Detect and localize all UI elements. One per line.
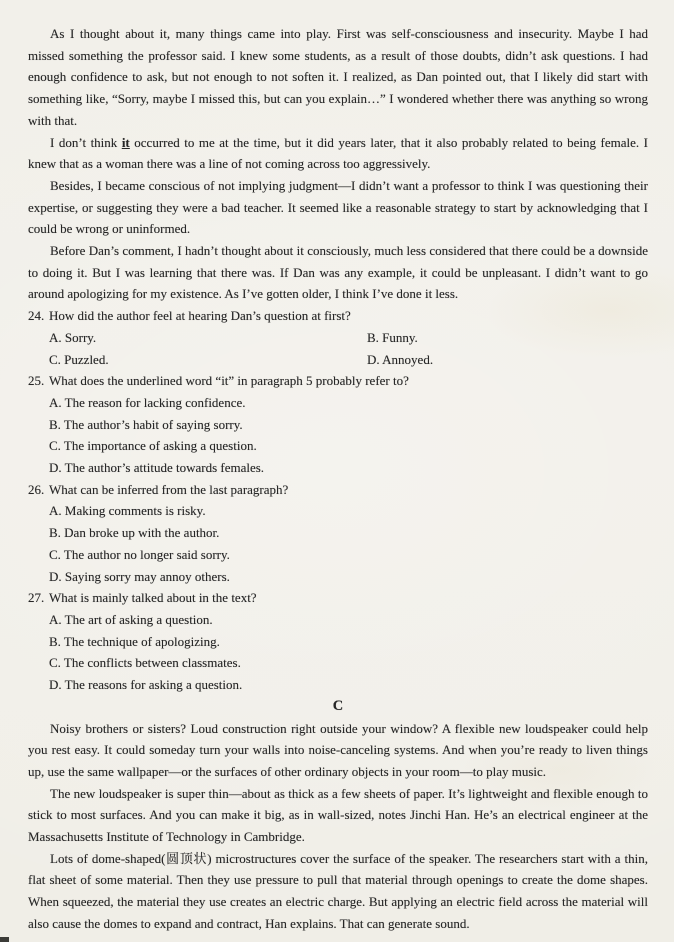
passage-paragraph — [28, 718, 648, 783]
question-block — [28, 305, 648, 696]
passage-paragraph — [28, 240, 648, 305]
option-C: C. Puzzled. — [49, 351, 109, 367]
option-B: B. The technique of apologizing. — [49, 633, 220, 649]
question-text: What is mainly talked about in the text? — [49, 590, 257, 606]
option-A: A. The art of asking a question. — [49, 611, 213, 627]
question-27 — [28, 587, 648, 696]
option-B: B. Dan broke up with the author. — [49, 525, 220, 541]
question-number: 24. — [28, 308, 45, 324]
section-c-heading: C — [332, 697, 344, 714]
passage-text: Before Dan’s comment, I hadn’t thought about it consciously, much less considered that there could be a downside to doing it. But I was learning that there was. If Dan was any example, it could be unpleasant. I didn’t want to go around apologizing for my existence. As I’ve gotten older, I think I’ve done it less. — [28, 243, 648, 302]
passage-paragraph — [28, 783, 648, 848]
underlined-word: it — [121, 134, 130, 150]
option-A: A. The reason for lacking confidence. — [49, 394, 246, 410]
options-list — [28, 500, 648, 587]
question-24 — [28, 305, 648, 370]
option-B: B. Funny. — [367, 329, 418, 345]
options-list — [28, 609, 648, 696]
options-list — [28, 327, 648, 370]
question-number: 25. — [28, 373, 45, 389]
passage-paragraph — [28, 23, 648, 132]
option-C: C. The importance of asking a question. — [49, 438, 257, 454]
option-C: C. The conflicts between classmates. — [49, 655, 241, 671]
passage-paragraph — [28, 175, 648, 240]
passage-text: occurred to me at the time, but it did years later, that it also probably related to being female. I knew that as a woman there was a line of not coming across too aggressively. — [28, 134, 648, 172]
question-line — [28, 479, 648, 501]
question-line — [28, 587, 648, 609]
question-number: 26. — [28, 481, 45, 497]
question-26 — [28, 479, 648, 588]
scan-artifact — [0, 937, 9, 942]
question-text: How did the author feel at hearing Dan’s question at first? — [49, 308, 351, 324]
passage-text: The new loudspeaker is super thin—about as thick as a few sheets of paper. It’s lightweight and flexible enough to stick to most surfaces. And you can make it big, as in wall-sized, notes Jinchi Han. He’s an electrical engineer at the Massachusetts Institute of Technology in Cambridge. — [28, 785, 648, 845]
passage-paragraph — [28, 848, 648, 935]
options-list — [28, 392, 648, 479]
option-C: C. The author no longer said sorry. — [49, 546, 230, 562]
option-B: B. The author’s habit of saying sorry. — [49, 416, 243, 432]
passage-c — [28, 718, 648, 935]
passage-text: Lots of dome-shaped(圆顶状) microstructures cover the surface of the speaker. The researchers start with a thin, flat sheet of some material. Then they use pressure to pull that material through openings to create the dome shapes. When squeezed, the material they use creates an electric charge. But applying an electric field across the material will also cause the domes to expand and contract, Han explains. That can generate sound. — [28, 850, 648, 931]
option-D: D. Annoyed. — [367, 351, 434, 367]
passage-text: As I thought about it, many things came into play. First was self-consciousness and insecurity. Maybe I had missed something the professor said. I knew some students, as a result of those doubts, didn’t ask questions. I had enough confidence to ask, but not enough to not soften it. I realized, as Dan pointed out, that I likely did start with something like, “Sorry, maybe I missed this, but can you explain…” I wondered whether there was anything so wrong with that. — [28, 26, 648, 128]
question-line — [28, 370, 648, 392]
passage-text: Noisy brothers or sisters? Loud construction right outside your window? A flexible new loudspeaker could help you rest easy. It could someday turn your walls into noise-canceling systems. And when you’re ready to liven things up, use the same wallpaper—or the surfaces of other ordinary objects in your room—to play music. — [28, 720, 648, 779]
passage-text: Besides, I became conscious of not implying judgment—I didn’t want a professor to think I was questioning their expertise, or suggesting they were a bad teacher. It seemed like a reasonable strategy to start by acknowledging that I could be wrong or uninformed. — [28, 177, 648, 237]
option-D: D. The reasons for asking a question. — [49, 677, 243, 693]
option-A: A. Making comments is risky. — [49, 503, 206, 519]
option-D: D. The author’s attitude towards females. — [49, 460, 265, 476]
question-number: 27. — [28, 590, 45, 606]
question-25 — [28, 370, 648, 479]
option-A: A. Sorry. — [49, 329, 97, 345]
question-line — [28, 305, 648, 327]
passage-paragraph — [28, 132, 648, 175]
option-D: D. Saying sorry may annoy others. — [49, 568, 230, 584]
passage-text: I don’t think — [50, 134, 122, 150]
question-text: What can be inferred from the last paragraph? — [49, 481, 289, 497]
passage-b — [28, 23, 648, 305]
question-text: What does the underlined word “it” in paragraph 5 probably refer to? — [49, 373, 409, 389]
